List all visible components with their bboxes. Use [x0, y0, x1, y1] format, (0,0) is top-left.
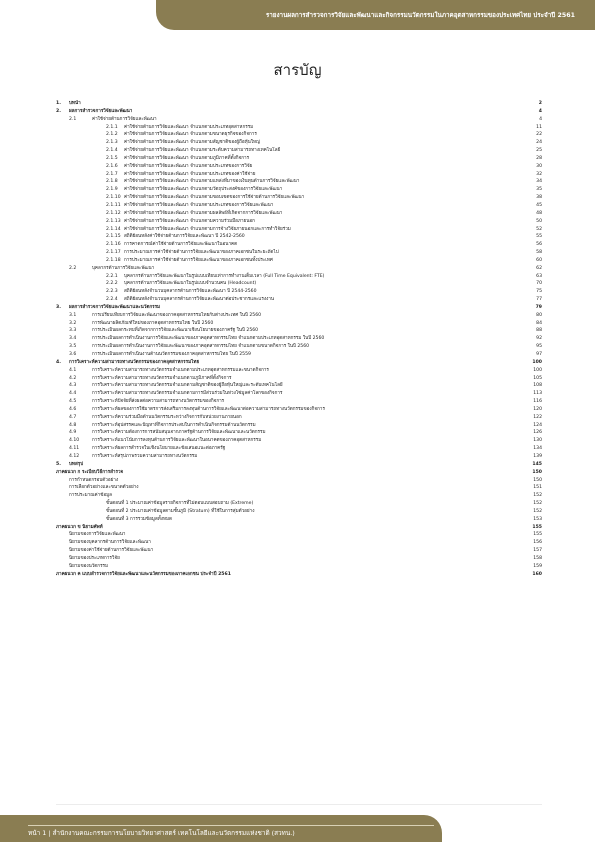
toc-entry-number: 4.10	[69, 438, 80, 444]
toc-entry-title: ค่าใช้จ่ายด้านการวิจัยและพัฒนา จำแนกตามระดับความสามารถทางเทคโนโลยี	[124, 148, 281, 154]
toc-entry[interactable]	[56, 547, 542, 555]
toc-entry-title: บทสรุป	[69, 461, 84, 467]
toc-entry-title: การประเมินผลการดำเนินงานการวิจัยและพัฒนาของภาคอุตสาหกรรมไทย จำแนกตามประเภทอุตสาหกรรม ในปี 2560	[92, 336, 325, 342]
toc-entry-title: ค่าใช้จ่ายด้านการวิจัยและพัฒนา จำแนกตามการจ้างวิจัยภายนอกและการทำวิจัยร่วม	[124, 226, 291, 232]
toc-entry-number: 4.12	[69, 453, 80, 459]
toc-entry-page: 157	[533, 548, 542, 554]
toc-entry-number: 1.	[56, 101, 61, 106]
toc-entry[interactable]	[56, 249, 542, 257]
toc-entry-number: 2.1.15	[106, 234, 121, 240]
toc-entry-title: การเปรียบเทียบการวิจัยและพัฒนาของภาคอุตสาหกรรมไทยกับต่างประเทศ ในปี 2560	[92, 312, 262, 318]
page-title: สารบัญ	[273, 61, 322, 79]
toc-entry-number: 4.8	[69, 422, 77, 428]
toc-entry[interactable]	[56, 327, 542, 335]
toc-entry-title: การวิเคราะห์ผลของการใช้มาตรการส่งเสริมการลงทุนด้านการวิจัยและพัฒนาต่อความสามารถทางนวัตกรรมของกิจการ	[92, 406, 325, 412]
toc-entry-title: การวิเคราะห์ความสามารถทางนวัตกรรมของภาคอุตสาหกรรมไทย	[69, 359, 200, 365]
toc-entry[interactable]	[56, 226, 542, 234]
toc-entry-page: 58	[536, 250, 542, 256]
toc-entry-title: ภาคผนวก ค แบบสำรวจการวิจัยและพัฒนาและนวัตกรรมของภาคเอกชน ประจำปี 2561	[56, 571, 231, 577]
toc-entry[interactable]	[56, 210, 542, 218]
toc-entry-page: 155	[532, 524, 542, 530]
toc-entry[interactable]	[56, 147, 542, 155]
toc-entry[interactable]	[56, 343, 542, 351]
toc-entry-title: ค่าใช้จ่ายด้านการวิจัยและพัฒนา จำแนกตามผลลัพธ์ที่เกิดจากการวิจัยและพัฒนา	[124, 210, 283, 216]
toc-entry[interactable]	[56, 571, 542, 579]
toc-entry-number: 2.2.4	[106, 297, 118, 303]
table-of-contents	[56, 100, 542, 578]
toc-entry-title: ค่าใช้จ่ายด้านการวิจัยและพัฒนา จำแนกตามขนาดธุรกิจของกิจการ	[124, 132, 257, 138]
toc-entry-number: 2.1.8	[106, 179, 118, 185]
footer-divider	[56, 804, 542, 805]
toc-entry-number: 2.1.9	[106, 187, 118, 193]
toc-entry-title: ค่าใช้จ่ายด้านการวิจัยและพัฒนา จำแนกตามวัตถุประสงค์ของการวิจัยและพัฒนา	[124, 187, 283, 193]
toc-entry-number: 2.1.4	[106, 148, 118, 154]
toc-entry-title: ผลการสำรวจการวิจัยและพัฒนา	[69, 108, 133, 114]
toc-entry[interactable]	[56, 335, 542, 343]
toc-entry-title: ค่าใช้จ่ายด้านการวิจัยและพัฒนา จำแนกตามประเภทของการวิจัย	[124, 163, 253, 169]
toc-entry-number: 2.1.5	[106, 155, 118, 161]
toc-entry-title: การวิเคราะห์ความต้องการการสนับสนุนจากภาครัฐด้านการวิจัยและพัฒนาและนวัตกรรม	[92, 430, 266, 436]
toc-entry-page: 80	[536, 312, 542, 318]
toc-entry-number: 2.1	[69, 116, 77, 122]
toc-entry[interactable]	[56, 516, 542, 524]
toc-entry-number: 3.	[56, 304, 61, 310]
toc-entry-number: 2.2	[69, 265, 77, 271]
toc-entry-number: 4.9	[69, 430, 77, 436]
toc-entry[interactable]	[56, 508, 542, 516]
toc-entry[interactable]	[56, 171, 542, 179]
toc-entry-page: 116	[533, 399, 542, 405]
toc-entry[interactable]	[56, 375, 542, 383]
toc-entry[interactable]	[56, 265, 542, 273]
toc-entry-page: 100	[533, 367, 542, 373]
toc-entry-title: ค่าใช้จ่ายด้านการวิจัยและพัฒนา จำแนกตามภูมิภาคที่ตั้งกิจการ	[124, 155, 250, 161]
toc-entry-title: การวิเคราะห์ผลการสำรวจในเชิงนโยบายและข้อเสนอแนะต่อภาครัฐ	[92, 446, 226, 452]
toc-entry-page: 30	[536, 163, 542, 169]
toc-entry-number: 3.5	[69, 344, 77, 350]
toc-entry-title: การเลือกตัวอย่างและขนาดตัวอย่าง	[69, 485, 139, 491]
toc-entry[interactable]	[56, 469, 542, 477]
toc-entry-title: นิยามของการวิจัยและพัฒนา	[69, 532, 126, 538]
toc-entry-title: ผลการสำรวจการวิจัยและพัฒนาและนวัตกรรม	[69, 304, 161, 310]
toc-entry[interactable]	[56, 398, 542, 406]
toc-entry[interactable]	[56, 382, 542, 390]
toc-entry-page: 88	[536, 328, 542, 334]
toc-entry-page: 28	[536, 155, 542, 161]
toc-entry-title: นิยามของนวัตกรรม	[69, 563, 109, 569]
toc-entry-page: 24	[536, 140, 542, 146]
toc-entry-title: การวิเคราะห์สรุปภาพรวมความสามารถทางนวัตกรรม	[92, 453, 198, 459]
toc-entry-title: การประมาณการค่าใช้จ่ายด้านการวิจัยและพัฒนาของภาคเอกชนทั้งประเทศ	[124, 257, 273, 263]
toc-entry-page: 63	[536, 273, 542, 279]
toc-entry[interactable]	[56, 555, 542, 563]
toc-entry-page: 153	[533, 516, 542, 522]
toc-entry[interactable]	[56, 186, 542, 194]
toc-entry-page: 158	[533, 555, 542, 561]
toc-entry-page: 145	[532, 461, 542, 467]
toc-entry-title: ค่าใช้จ่ายด้านการวิจัยและพัฒนา	[92, 116, 157, 122]
toc-entry-page: 70	[536, 281, 542, 287]
toc-entry-title: ขั้นตอนที่ 1 ประมาณค่าข้อมูลรายกิจการที่ไม่ตอบแบบสอบถาม (Extreme)	[106, 501, 254, 507]
toc-entry-number: 2.1.13	[106, 218, 121, 224]
toc-entry-title: ค่าใช้จ่ายด้านการวิจัยและพัฒนา จำแนกตามประเภทอุตสาหกรรม	[124, 124, 254, 130]
toc-entry-page: 155	[533, 532, 542, 538]
toc-entry[interactable]	[56, 414, 542, 422]
toc-entry-title: สถิติย้อนหลังจำนวนบุคลากรด้านการวิจัยและพัฒนา ปี 2544-2560	[124, 289, 257, 295]
toc-entry-page: 150	[532, 469, 542, 475]
toc-entry-page: 35	[536, 187, 542, 193]
toc-entry-title: การคาดการณ์ค่าใช้จ่ายด้านการวิจัยและพัฒนาในอนาคต	[124, 242, 238, 248]
toc-entry-page: 100	[532, 359, 542, 365]
toc-entry-title: การวิเคราะห์ความร่วมมือด้านนวัตกรรมระหว่างกิจการกับหน่วยงานภายนอก	[92, 414, 242, 420]
toc-entry-title: การวิเคราะห์อุปสรรคและปัญหาที่กิจการประสบในการดำเนินกิจกรรมด้านนวัตกรรม	[92, 422, 256, 428]
toc-entry-page: 22	[536, 132, 542, 138]
toc-entry[interactable]	[56, 351, 542, 359]
toc-entry-title: ค่าใช้จ่ายด้านการวิจัยและพัฒนา จำแนกตามความร่วมมือภายนอก	[124, 218, 255, 224]
toc-entry-title: การวิเคราะห์ความสามารถทางนวัตกรรมจำแนกตามการมีส่วนร่วมในห่วงโซ่มูลค่าโลกของกิจการ	[92, 391, 283, 397]
toc-entry-title: การกำหนดกรอบตัวอย่าง	[69, 477, 119, 483]
toc-entry-page: 126	[533, 430, 542, 436]
toc-entry[interactable]	[56, 390, 542, 398]
toc-entry-page: 95	[536, 344, 542, 350]
toc-entry-title: ค่าใช้จ่ายด้านการวิจัยและพัฒนา จำแนกตามประเภทของค่าใช้จ่าย	[124, 171, 256, 177]
toc-entry-page: 139	[533, 453, 542, 459]
toc-entry-page: 48	[536, 210, 542, 216]
toc-entry-number: 4.1	[69, 367, 77, 373]
toc-entry[interactable]	[56, 116, 542, 124]
toc-entry-number: 2.1.14	[106, 226, 121, 232]
toc-entry-page: 105	[533, 375, 542, 381]
toc-entry-page: 108	[533, 383, 542, 389]
toc-entry-number: 2.1.16	[106, 242, 121, 248]
toc-entry-title: สถิติย้อนหลังจำนวนบุคลากรด้านการวิจัยและพัฒนาต่อประชากรและแรงงาน	[124, 297, 275, 303]
toc-entry-page: 52	[536, 226, 542, 232]
toc-entry-page: 50	[536, 218, 542, 224]
toc-entry[interactable]	[56, 445, 542, 453]
toc-entry-page: 134	[533, 446, 542, 452]
toc-entry-number: 4.2	[69, 375, 77, 381]
toc-entry-number: 2.1.6	[106, 163, 118, 169]
toc-entry-title: การวิเคราะห์แนวโน้มการลงทุนด้านการวิจัยและพัฒนาในอนาคตของภาคอุตสาหกรรม	[92, 438, 262, 444]
toc-entry-title: การประเมินผลการดำเนินงานการวิจัยและพัฒนาของภาคอุตสาหกรรมไทย จำแนกตามขนาดกิจการ ในปี 2560	[92, 344, 310, 350]
toc-entry-number: 4.5	[69, 399, 77, 405]
toc-entry-page: 130	[533, 438, 542, 444]
toc-entry-number: 2.2.1	[106, 273, 118, 279]
toc-entry-page: 113	[533, 391, 542, 397]
toc-entry-page: 84	[536, 320, 542, 326]
toc-entry[interactable]	[56, 139, 542, 147]
toc-entry-title: ขั้นตอนที่ 3 การรวมข้อมูลทั้งหมด	[106, 516, 172, 522]
toc-entry-title: การประเมินผลกระทบที่เกิดจากการวิจัยและพัฒนาเชิงนโยบายของภาครัฐ ในปี 2560	[92, 328, 259, 334]
toc-entry[interactable]	[56, 312, 542, 320]
toc-entry-title: ภาคผนวก ก ระเบียบวิธีการสำรวจ	[56, 469, 124, 475]
toc-entry-number: 2.1.3	[106, 140, 118, 146]
toc-entry-page: 151	[533, 485, 542, 491]
toc-entry-title: นิยามของประเภทการวิจัย	[69, 555, 120, 561]
toc-entry-page: 45	[536, 202, 542, 208]
toc-entry[interactable]	[56, 163, 542, 171]
toc-entry-title: บุคลากรด้านการวิจัยและพัฒนา	[92, 265, 155, 271]
toc-entry-title: การวิเคราะห์ความสามารถทางนวัตกรรมจำแนกตามสัญชาติของผู้ถือหุ้นใหญ่และระดับเทคโนโลยี	[92, 383, 283, 389]
toc-entry-page: 4	[538, 108, 542, 114]
toc-entry-title: นิยามของค่าใช้จ่ายด้านการวิจัยและพัฒนา	[69, 548, 154, 554]
toc-entry-number: 2.1.12	[106, 210, 121, 216]
toc-entry[interactable]	[56, 288, 542, 296]
toc-entry-title: ภาคผนวก ข นิยามศัพท์	[56, 524, 103, 530]
toc-entry[interactable]	[56, 304, 542, 312]
toc-entry[interactable]	[56, 202, 542, 210]
toc-entry[interactable]	[56, 500, 542, 508]
toc-entry[interactable]	[56, 280, 542, 288]
toc-entry[interactable]	[56, 437, 542, 445]
toc-entry-number: 5.	[56, 461, 61, 467]
toc-entry-title: บุคลากรด้านการวิจัยและพัฒนาในรูปแบบจำนวนคน (Headcount)	[124, 281, 257, 287]
toc-entry-title: การประเมินผลการดำเนินงานด้านนวัตกรรมของภาคอุตสาหกรรมไทย ในปี 2559	[92, 352, 251, 357]
toc-entry-page: 32	[536, 171, 542, 177]
toc-entry-page: 152	[533, 508, 542, 514]
toc-entry[interactable]	[56, 492, 542, 500]
toc-entry-page: 38	[536, 195, 542, 201]
toc-entry[interactable]	[56, 100, 542, 108]
toc-entry[interactable]	[56, 367, 542, 375]
toc-entry-title: ขั้นตอนที่ 2 ประมาณค่าข้อมูลตามชั้นภูมิ (Stratum) ที่ใช้ในการสุ่มตัวอย่าง	[106, 508, 255, 514]
toc-entry-title: ค่าใช้จ่ายด้านการวิจัยและพัฒนา จำแนกตามสัญชาติของผู้ถือหุ้นใหญ่	[124, 140, 260, 146]
toc-entry-title: นิยามของบุคลากรด้านการวิจัยและพัฒนา	[69, 540, 151, 546]
toc-entry-page: 160	[532, 571, 542, 577]
toc-entry[interactable]	[56, 524, 542, 532]
toc-entry-page: 55	[536, 234, 542, 240]
toc-entry[interactable]	[56, 233, 542, 241]
header-banner	[156, 0, 595, 30]
toc-entry[interactable]	[56, 296, 542, 304]
toc-entry-number: 2.1.17	[106, 250, 121, 256]
toc-entry[interactable]	[56, 131, 542, 139]
toc-entry[interactable]	[56, 320, 542, 328]
toc-entry-page: 92	[536, 336, 542, 342]
toc-entry-page: 2	[538, 101, 542, 106]
toc-entry-page: 79	[535, 304, 542, 310]
toc-entry-number: 3.1	[69, 312, 77, 318]
toc-entry[interactable]	[56, 257, 542, 265]
toc-entry-title: การวิเคราะห์ปัจจัยที่ส่งผลต่อความสามารถทางนวัตกรรมของกิจการ	[92, 399, 225, 405]
toc-entry-number: 3.3	[69, 328, 77, 334]
toc-entry-number: 4.6	[69, 406, 77, 412]
toc-entry-number: 2.2.3	[106, 289, 118, 295]
toc-entry-page: 25	[536, 148, 542, 154]
toc-entry-page: 120	[533, 406, 542, 412]
toc-entry-number: 2.1.18	[106, 257, 121, 263]
toc-entry[interactable]	[56, 155, 542, 163]
toc-entry-title: การประมาณการค่าใช้จ่ายด้านการวิจัยและพัฒนาของภาคเอกชนในระยะถัดไป	[124, 250, 279, 256]
toc-entry-number: 2.1.2	[106, 132, 118, 138]
toc-entry-number: 2.1.7	[106, 171, 118, 177]
toc-entry-page: 97	[536, 352, 542, 357]
toc-entry[interactable]	[56, 241, 542, 249]
toc-entry-title: การวิเคราะห์ความสามารถทางนวัตกรรมจำแนกตามประเภทอุตสาหกรรมและขนาดกิจการ	[92, 367, 269, 373]
toc-entry-page: 75	[536, 289, 542, 295]
toc-entry[interactable]	[56, 273, 542, 281]
toc-entry[interactable]	[56, 108, 542, 116]
toc-entry-page: 159	[533, 563, 542, 569]
toc-entry-page: 156	[533, 540, 542, 546]
toc-entry[interactable]	[56, 539, 542, 547]
toc-entry-number: 4.4	[69, 391, 77, 397]
toc-entry-number: 4.3	[69, 383, 77, 389]
toc-entry[interactable]	[56, 461, 542, 469]
toc-entry-page: 152	[533, 493, 542, 499]
toc-entry-title: บุคลากรด้านการวิจัยและพัฒนาในรูปแบบเทียบเท่าการทำงานเต็มเวลา (Full Time Equivalent: FTE)	[124, 273, 325, 279]
toc-entry[interactable]	[56, 218, 542, 226]
toc-entry[interactable]	[56, 484, 542, 492]
toc-entry-page: 34	[536, 179, 542, 185]
toc-entry-title: การประมาณค่าข้อมูล	[69, 493, 112, 499]
toc-entry-title: ค่าใช้จ่ายด้านการวิจัยและพัฒนา จำแนกตามประเภทของการวิจัยและพัฒนา	[124, 202, 274, 208]
toc-entry[interactable]	[56, 406, 542, 414]
toc-entry[interactable]	[56, 194, 542, 202]
toc-entry-number: 2.	[56, 108, 61, 114]
toc-entry-page: 11	[536, 124, 542, 130]
footer-text: หน้า 1 | สำนักงานคณะกรรมการนโยบายวิทยาศาสตร์ เทคโนโลยีและนวัตกรรมแห่งชาติ (สวทน.)	[28, 829, 295, 837]
toc-entry-number: 4.	[56, 359, 61, 365]
toc-entry[interactable]	[56, 422, 542, 430]
toc-entry-page: 4	[539, 116, 542, 122]
toc-entry-number: 2.1.1	[106, 124, 118, 130]
toc-entry-page: 124	[533, 422, 542, 428]
toc-entry-number: 3.4	[69, 336, 77, 342]
toc-entry[interactable]	[56, 477, 542, 485]
toc-entry-number: 3.2	[69, 320, 77, 326]
toc-entry-page: 62	[536, 265, 542, 271]
toc-entry-title: บทนำ	[69, 101, 81, 106]
toc-entry-number: 4.11	[69, 446, 80, 452]
toc-entry-number: 2.1.11	[106, 202, 121, 208]
toc-entry-number: 2.2.2	[106, 281, 118, 287]
toc-entry[interactable]	[56, 563, 542, 571]
toc-entry-title: การพัฒนาผลิตภัณฑ์ใหม่ของภาคอุตสาหกรรมไทย ในปี 2560	[92, 320, 214, 326]
toc-entry-page: 152	[533, 501, 542, 507]
toc-entry-title: การวิเคราะห์ความสามารถทางนวัตกรรมจำแนกตามภูมิภาคที่ตั้งกิจการ	[92, 375, 232, 381]
toc-entry[interactable]	[56, 178, 542, 186]
toc-entry-page: 122	[533, 414, 542, 420]
toc-entry[interactable]	[56, 124, 542, 132]
toc-entry-title: สถิติย้อนหลังค่าใช้จ่ายด้านการวิจัยและพัฒนา ปี 2542-2560	[124, 234, 245, 240]
toc-entry-page: 77	[536, 297, 542, 303]
footer-banner	[0, 815, 442, 842]
toc-entry[interactable]	[56, 453, 542, 461]
toc-entry[interactable]	[56, 359, 542, 367]
toc-entry-number: 3.6	[69, 352, 77, 357]
toc-entry-number: 2.1.10	[106, 195, 121, 201]
toc-entry[interactable]	[56, 429, 542, 437]
toc-entry-title: ค่าใช้จ่ายด้านการวิจัยและพัฒนา จำแนกตามขอบเขตของการใช้จ่ายด้านการวิจัยและพัฒนา	[124, 195, 305, 201]
header-text: รายงานผลการสำรวจการวิจัยและพัฒนาและกิจกรรมนวัตกรรมในภาคอุตสาหกรรมของประเทศไทย ประจำปี 2561	[265, 12, 575, 19]
toc-entry-page: 150	[533, 477, 542, 483]
toc-entry-page: 60	[536, 257, 542, 263]
toc-entry[interactable]	[56, 531, 542, 539]
toc-entry-page: 56	[536, 242, 542, 248]
toc-entry-number: 4.7	[69, 414, 77, 420]
toc-entry-title: ค่าใช้จ่ายด้านการวิจัยและพัฒนา จำแนกตามแหล่งที่มาของเงินทุนด้านการวิจัยและพัฒนา	[124, 179, 300, 185]
